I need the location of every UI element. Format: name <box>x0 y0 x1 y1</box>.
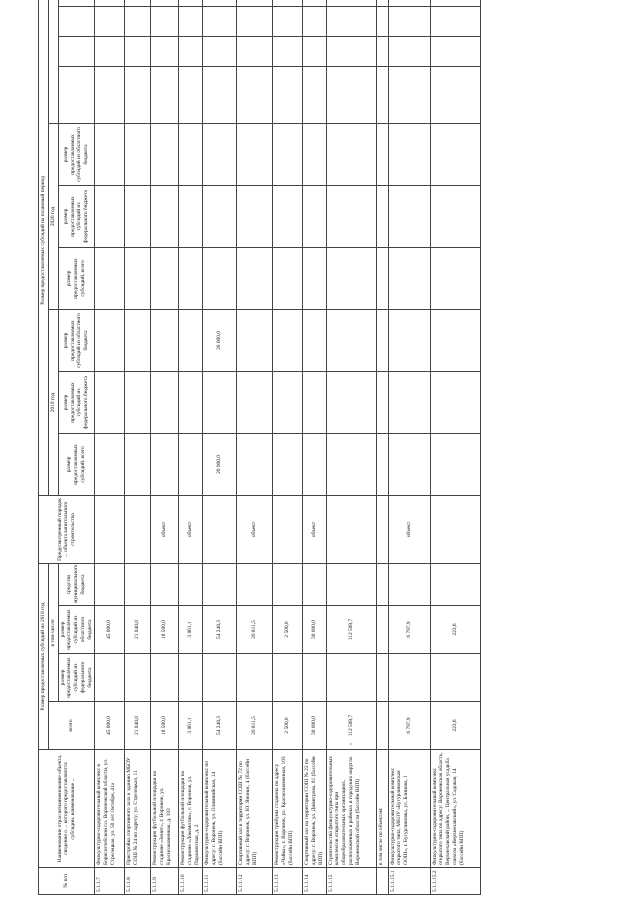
row-reg: 6 797,9 <box>388 606 430 654</box>
header-extra-1 <box>58 66 95 123</box>
row-empty-cell <box>179 6 203 36</box>
row-empty-cell <box>388 6 430 36</box>
row-name: Спортивный зал в территории СОШ № 72 по адресу: г. Воронеж, ул. Ю. Янонис, 4 (бассейн ВПП) <box>237 750 273 868</box>
row-fed <box>326 654 376 702</box>
header-total: всего <box>48 702 95 750</box>
row-empty-cell <box>125 185 151 247</box>
header-loc: средства муниципального бюджета <box>58 563 95 605</box>
row-empty-cell <box>273 123 303 185</box>
row-reg: 3 861,1 <box>179 606 203 654</box>
row-empty-cell <box>388 185 430 247</box>
row-empty-cell <box>179 123 203 185</box>
table-row <box>151 0 179 895</box>
row-2019-reg <box>237 309 273 371</box>
row-2019-total <box>237 433 273 495</box>
row-2019-reg <box>430 309 480 371</box>
row-number: 5.1.1.14 <box>303 868 326 895</box>
row-empty-cell <box>303 247 326 309</box>
header-2019: 2019 год <box>48 309 58 495</box>
row-total: 223,6 <box>430 702 480 750</box>
row-empty-cell <box>151 66 179 123</box>
header-approach: Предусмотренный порядок ... объекта капитального строительства <box>39 495 95 563</box>
row-empty-cell <box>237 123 273 185</box>
row-name: Физкультурно-оздоровительный комплекс в Борисоглебском г.о. Воронежской области, ул. Стрелецкая, ул. 50 лет Октября, 41а <box>95 750 125 868</box>
row-empty-cell <box>273 0 303 6</box>
subsidy-table <box>38 0 481 895</box>
row-name: Реконструкция футбольной площадки на стадионе «Локомотив», г. Воронеж, ул. Парашютная, д. 2 <box>179 750 203 868</box>
row-empty-cell <box>237 66 273 123</box>
row-fed <box>273 654 303 702</box>
row-empty-cell <box>151 6 179 36</box>
table-row <box>376 0 388 895</box>
row-2019-fed <box>430 371 480 433</box>
row-2019-total <box>273 433 303 495</box>
row-empty-cell <box>376 247 388 309</box>
row-2019-total <box>430 433 480 495</box>
row-fed <box>388 654 430 702</box>
row-empty-cell <box>237 185 273 247</box>
row-2019-reg <box>388 309 430 371</box>
header-extra-4 <box>58 0 95 6</box>
header-reg: размер предоставляемых субсидий из областного бюджета <box>58 606 95 654</box>
row-2019-total <box>326 433 376 495</box>
row-approach <box>95 495 125 563</box>
header-2020-reg: размер предоставляемых субсидий из областного бюджета <box>58 123 95 185</box>
row-2019-reg <box>151 309 179 371</box>
row-local <box>273 563 303 605</box>
row-2019-reg <box>303 309 326 371</box>
row-fed <box>179 654 203 702</box>
row-empty-cell <box>203 247 237 309</box>
row-empty-cell <box>179 66 203 123</box>
row-empty-cell <box>303 66 326 123</box>
row-total: 30 000,0 <box>303 702 326 750</box>
row-2019-fed <box>95 371 125 433</box>
row-local <box>179 563 203 605</box>
row-fed <box>151 654 179 702</box>
row-empty-cell <box>430 123 480 185</box>
row-2019-fed <box>273 371 303 433</box>
row-empty-cell <box>237 0 273 6</box>
row-total: 18 500,0 <box>151 702 179 750</box>
table-row <box>125 0 151 895</box>
row-name: Спортивный зал на территории СОШ № 22 по адресу: г. Воронеж, ул. Димитрова, 81 (бассейн ВПП) <box>303 750 326 868</box>
row-empty-cell <box>388 66 430 123</box>
row-local <box>95 563 125 605</box>
row-empty-cell <box>326 66 376 123</box>
row-empty-cell <box>388 123 430 185</box>
row-reg: 20 811,5 <box>237 606 273 654</box>
table-row <box>237 0 273 895</box>
row-empty-cell <box>326 6 376 36</box>
row-empty-cell <box>203 66 237 123</box>
row-empty-cell <box>203 123 237 185</box>
row-reg: 54 248,3 <box>203 606 237 654</box>
row-number: 5.1.1.8 <box>125 868 151 895</box>
row-approach <box>273 495 303 563</box>
row-2019-total <box>303 433 326 495</box>
row-2019-fed <box>151 371 179 433</box>
table-header <box>39 0 95 895</box>
row-number: 5.1.1.10 <box>179 868 203 895</box>
row-2019-fed <box>179 371 203 433</box>
row-empty-cell <box>95 185 125 247</box>
row-empty-cell <box>95 123 125 185</box>
row-2019-reg <box>376 309 388 371</box>
row-total: 112 509,7 <box>326 702 376 750</box>
row-empty-cell <box>273 247 303 309</box>
row-empty-cell <box>388 0 430 6</box>
row-empty-cell <box>203 0 237 6</box>
table-row <box>388 0 430 895</box>
row-fed <box>125 654 151 702</box>
row-empty-cell <box>179 36 203 66</box>
row-empty-cell <box>151 185 179 247</box>
row-empty-cell <box>125 0 151 6</box>
row-reg: 112 509,7 <box>326 606 376 654</box>
header-subsidy-2018: Размер предоставляемых субсидий на 2018 год <box>39 563 49 749</box>
row-empty-cell <box>151 36 179 66</box>
row-empty-cell <box>326 0 376 6</box>
row-empty-cell <box>125 36 151 66</box>
row-2019-reg <box>326 309 376 371</box>
row-total: 21 040,0 <box>125 702 151 750</box>
row-empty-cell <box>237 247 273 309</box>
row-number <box>376 868 388 895</box>
row-empty-cell <box>376 6 388 36</box>
header-2019-reg: размер предоставляемых субсидий из областного бюджета <box>58 309 95 371</box>
row-empty-cell <box>95 247 125 309</box>
row-approach: объект <box>303 495 326 563</box>
table-row <box>430 0 480 895</box>
row-empty-cell <box>303 185 326 247</box>
row-fed <box>376 654 388 702</box>
row-2019-fed <box>388 371 430 433</box>
row-2019-reg <box>95 309 125 371</box>
row-empty-cell <box>303 123 326 185</box>
row-empty-cell <box>303 0 326 6</box>
row-local <box>151 563 179 605</box>
row-empty-cell <box>388 36 430 66</box>
row-reg: 223,6 <box>430 606 480 654</box>
row-empty-cell <box>203 185 237 247</box>
row-empty-cell <box>430 0 480 6</box>
row-empty-cell <box>125 66 151 123</box>
row-approach <box>203 495 237 563</box>
table-row <box>273 0 303 895</box>
row-total: 2 500,0 <box>273 702 303 750</box>
row-empty-cell <box>430 247 480 309</box>
row-2019-reg <box>125 309 151 371</box>
row-empty-cell <box>125 123 151 185</box>
row-empty-cell <box>430 185 480 247</box>
row-local <box>326 563 376 605</box>
row-name: Реконструкция трибуны стадиона по адресу «Чайка», г. Воронеж, ул. Краснознаменная, 103 (бассейн ВПП) <box>273 750 303 868</box>
row-fed <box>203 654 237 702</box>
row-empty-cell <box>125 247 151 309</box>
row-2019-fed <box>303 371 326 433</box>
row-empty-cell <box>125 6 151 36</box>
row-approach: объект <box>237 495 273 563</box>
row-empty-cell <box>273 66 303 123</box>
row-empty-cell <box>430 36 480 66</box>
row-approach <box>430 495 480 563</box>
row-empty-cell <box>430 6 480 36</box>
row-number: 5.1.1.13 <box>273 868 303 895</box>
row-empty-cell <box>326 247 376 309</box>
row-empty-cell <box>376 66 388 123</box>
table-row <box>303 0 326 895</box>
header-2020-fed: размер предоставляемых субсидий из федерального бюджета <box>58 185 95 247</box>
row-number: 5.1.1.12 <box>237 868 273 895</box>
row-reg <box>376 606 388 654</box>
row-total: 3 861,1 <box>179 702 203 750</box>
row-2019-reg <box>273 309 303 371</box>
row-2019-total <box>151 433 179 495</box>
row-empty-cell <box>376 0 388 6</box>
row-reg: 21 040,0 <box>125 606 151 654</box>
row-empty-cell <box>203 36 237 66</box>
row-2019-reg: 20 000,0 <box>203 309 237 371</box>
row-local <box>203 563 237 605</box>
row-empty-cell <box>326 123 376 185</box>
table-row <box>326 0 376 895</box>
row-total: 6 797,9 <box>388 702 430 750</box>
row-number: 5.1.1.11 <box>203 868 237 895</box>
header-2020-total: размер предоставляемых субсидий, всего <box>58 247 95 309</box>
row-empty-cell <box>179 0 203 6</box>
header-name: Наименование отрасли/наименование объекта, сведения о ... которого предоставляются субсидии, наименование ... <box>39 750 95 868</box>
row-empty-cell <box>95 6 125 36</box>
row-fed <box>303 654 326 702</box>
row-2019-fed <box>203 371 237 433</box>
table-row <box>179 0 203 895</box>
row-empty-cell <box>179 247 203 309</box>
row-empty-cell <box>303 36 326 66</box>
row-empty-cell <box>151 123 179 185</box>
row-empty-cell <box>237 6 273 36</box>
row-empty-cell <box>179 185 203 247</box>
header-plan-period: Размер предоставляемых субсидий на плановый период <box>39 0 49 495</box>
row-local <box>388 563 430 605</box>
row-2019-reg <box>179 309 203 371</box>
row-name: Физкультурно-оздоровительный комплекс открытого типа, МКОУ «Бутурлиновская ООШ», г. Бутурлиновка, ул. Блинова, 1 <box>388 750 430 868</box>
row-fed <box>95 654 125 702</box>
row-number: 5.1.1.7 <box>95 868 125 895</box>
row-approach <box>326 495 376 563</box>
row-fed <box>237 654 273 702</box>
row-local <box>125 563 151 605</box>
row-2019-total <box>388 433 430 495</box>
row-empty-cell <box>376 36 388 66</box>
header-num: № п/п <box>39 868 95 895</box>
row-reg: 45 000,0 <box>95 606 125 654</box>
row-name: Пристройка спортивного зала к зданию МБОУ СОШ № 24 по адресу: ул. Стрелецкая, 11 <box>125 750 151 868</box>
row-number: 5.1.1.15 <box>326 868 376 895</box>
header-extra-2 <box>58 36 95 66</box>
row-empty-cell <box>376 123 388 185</box>
header-in-that-number: в том числе: <box>48 563 58 701</box>
row-2019-total <box>376 433 388 495</box>
row-2019-fed <box>326 371 376 433</box>
row-local <box>376 563 388 605</box>
row-2019-fed <box>125 371 151 433</box>
row-empty-cell <box>203 6 237 36</box>
row-2019-total: 20 000,0 <box>203 433 237 495</box>
row-approach: объект <box>179 495 203 563</box>
row-reg: 2 500,0 <box>273 606 303 654</box>
table-body <box>95 0 480 895</box>
row-2019-total <box>95 433 125 495</box>
header-blank <box>48 0 58 123</box>
row-empty-cell <box>326 185 376 247</box>
row-number: 5.1.1.15.1 <box>388 868 430 895</box>
row-total: 45 000,0 <box>95 702 125 750</box>
row-empty-cell <box>303 6 326 36</box>
row-empty-cell <box>151 247 179 309</box>
row-total: 54 248,3 <box>203 702 237 750</box>
row-2019-total <box>179 433 203 495</box>
header-2019-fed: размер предоставляемых субсидий из федерального бюджета <box>58 371 95 433</box>
row-name: Физкультурно-оздоровительный комплекс открытого типа по адресу: Воронежская область, Верхнехавский район, ... Центральная усадьба совхоза «Верхнехавский», ул. Садовая, 14 (бассейн ВПП) <box>430 750 480 868</box>
row-empty-cell <box>273 36 303 66</box>
row-empty-cell <box>376 185 388 247</box>
row-empty-cell <box>151 0 179 6</box>
header-extra-3 <box>58 6 95 36</box>
row-local <box>303 563 326 605</box>
row-approach: объект <box>151 495 179 563</box>
row-empty-cell <box>95 0 125 6</box>
row-name: Физкультурно-оздоровительный комплекс по адресу: г. Воронеж, ул. Олимпийская, 14 (бассейн ВПП) <box>203 750 237 868</box>
header-2019-total: размер предоставляемых субсидий, всего <box>58 433 95 495</box>
row-approach <box>376 495 388 563</box>
table-row <box>95 0 125 895</box>
row-2019-fed <box>237 371 273 433</box>
row-empty-cell <box>95 36 125 66</box>
row-reg: 30 000,0 <box>303 606 326 654</box>
row-empty-cell <box>273 185 303 247</box>
row-approach <box>125 495 151 563</box>
row-reg: 18 500,0 <box>151 606 179 654</box>
row-local <box>237 563 273 605</box>
header-fed: размер предоставляемых субсидий из федерального бюджета <box>58 654 95 702</box>
row-empty-cell <box>95 66 125 123</box>
row-empty-cell <box>430 66 480 123</box>
row-approach: объект <box>388 495 430 563</box>
row-name: Строительство физкультурно-оздоровительных комплексов открытого типа при общеобразовательных организациях, расположенных в районах и городских округах Воронежской области (бассейн ВПП) <box>326 750 376 868</box>
row-total: 20 811,5 <box>237 702 273 750</box>
row-2019-fed <box>376 371 388 433</box>
row-number: 5.1.1.9 <box>151 868 179 895</box>
header-2020: 2020 год <box>48 123 58 309</box>
row-2019-total <box>125 433 151 495</box>
row-empty-cell <box>326 36 376 66</box>
row-local <box>430 563 480 605</box>
row-fed <box>430 654 480 702</box>
row-name: в том числе по объектам: <box>376 750 388 868</box>
table-row <box>203 0 237 895</box>
row-name: Реконструкция футбольной площадки на стадионе «Зенит», г. Воронеж, ул. Краснознаменная, д. 103 <box>151 750 179 868</box>
row-empty-cell <box>388 247 430 309</box>
row-empty-cell <box>237 36 273 66</box>
row-empty-cell <box>273 6 303 36</box>
row-total <box>376 702 388 750</box>
row-number: 5.1.1.15.2 <box>430 868 480 895</box>
